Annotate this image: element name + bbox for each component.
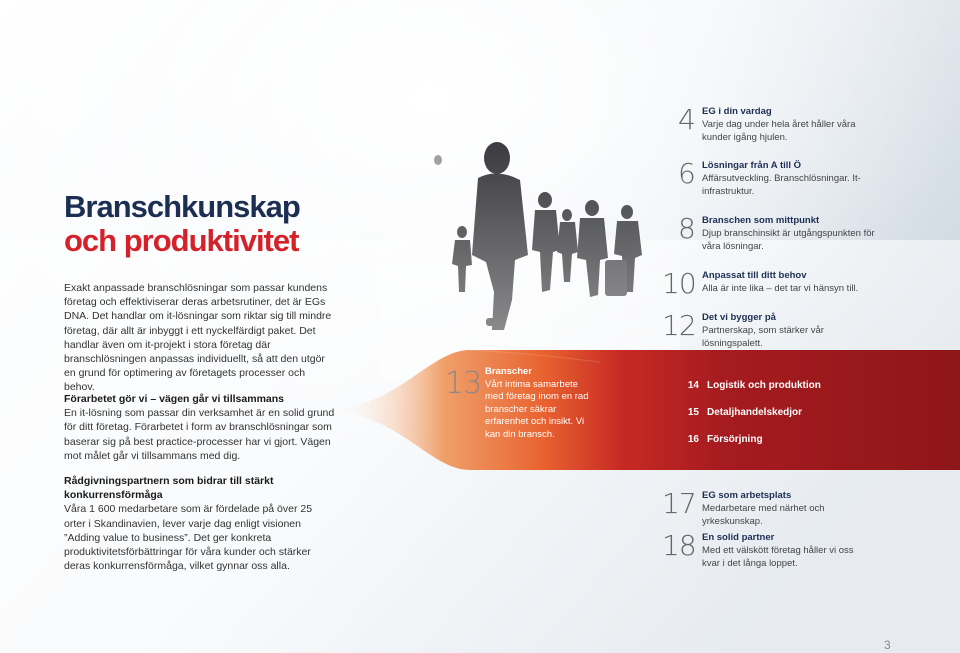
section-radgivning xyxy=(64,474,336,573)
toc-heading: Anpassat till ditt behov xyxy=(702,270,807,281)
toc-heading: Branschen som mittpunkt xyxy=(702,215,820,226)
band-item-label: Detaljhandelskedjor xyxy=(707,407,803,418)
toc-heading: EG i din vardag xyxy=(702,106,772,117)
branscher-description: Vårt intima samarbete med företag inom en rad branscher säkrar erfarenhet och insikt. Vi kan din bransch. xyxy=(485,378,589,440)
toc-number: 4 xyxy=(678,103,695,136)
section-vagen xyxy=(64,392,336,463)
toc-description: Partnerskap, som stärker vår lösningspalett. xyxy=(702,325,824,349)
toc-description: Affärsutveckling. Branschlösningar. It-infrastruktur. xyxy=(702,173,861,197)
toc-number: 10 xyxy=(662,267,696,300)
toc-number: 12 xyxy=(662,309,696,342)
band-item-number: 15 xyxy=(687,407,699,418)
toc-item[interactable] xyxy=(662,309,888,349)
section-vagen-text: En it-lösning som passar din verksamhet är en solid grund för ditt företag. Förarbetet i form av branschlösningar som baserar sig på best practice-processer har vi gjort. Vägen mot målet går vi tillsammans med dig. xyxy=(64,407,335,462)
toc-item[interactable] xyxy=(662,530,888,574)
toc-number-13: 13 xyxy=(445,366,482,401)
section-vagen-heading: Förarbetet gör vi – vägen går vi tillsammans xyxy=(64,393,284,405)
toc-item[interactable] xyxy=(678,158,888,206)
toc-item[interactable] xyxy=(662,487,888,527)
toc-number: 18 xyxy=(662,529,696,562)
branscher-block[interactable] xyxy=(485,366,595,441)
page-title-line1: Branschkunskap xyxy=(64,189,300,224)
band-item-number: 16 xyxy=(687,434,699,445)
toc-description: Med ett välskött företag håller vi oss kvar i det långa loppet. xyxy=(702,545,854,569)
toc-description: Medarbetare med närhet och yrkeskunskap. xyxy=(702,503,825,527)
section-radgivning-text: Våra 1 600 medarbetare som är fördelade på över 25 orter i Skandinavien, lever varje dag enligt visionen ”Adding value to business”. Det ger konkreta produktivitetsförbättringar för våra kunder och stärker deras konkurrensförmåga, vilket gynnar oss alla. xyxy=(64,503,313,573)
page-title xyxy=(64,190,300,258)
toc-number: 6 xyxy=(678,157,695,190)
section-radgivning-heading: Rådgivningspartnern som bidrar till stärkt konkurrensförmåga xyxy=(64,475,274,502)
band-item-number: 14 xyxy=(687,380,699,391)
band-item-label: Logistik och produktion xyxy=(707,380,821,391)
toc-description: Alla är inte lika – det tar vi hänsyn till. xyxy=(702,283,859,294)
toc-item[interactable] xyxy=(678,213,888,257)
toc-number: 8 xyxy=(678,212,695,245)
toc-heading: Det vi bygger på xyxy=(702,312,776,323)
branscher-heading: Branscher xyxy=(485,366,532,377)
band-item-logistik[interactable] xyxy=(683,380,821,391)
page-number: 3 xyxy=(884,638,891,652)
intro-paragraph: Exakt anpassade branschlösningar som passar kundens företag och effektiviserar deras arbetsrutiner, det är EGs DNA. Det handlar om it-lösningar som riktar sig till mindre företag, där allt är inbyggt i ett nyckelfärdigt paket. Det handlar även om it-projekt i stora företag där branschlösningen anpassas individuellt, så att den utgör en grund för optimering av företagets processer och behov. xyxy=(64,282,332,394)
toc-description: Varje dag under hela året håller våra kunder igång hjulen. xyxy=(702,119,856,143)
band-item-forsorjning[interactable] xyxy=(683,434,763,445)
toc-description: Djup branschinsikt är utgångspunkten för våra lösningar. xyxy=(702,228,875,252)
toc-heading: EG som arbetsplats xyxy=(702,490,792,501)
toc-heading: En solid partner xyxy=(702,532,775,543)
toc-item[interactable] xyxy=(662,268,888,302)
band-item-detaljhandel[interactable] xyxy=(683,407,802,418)
page-title-line2: och produktivitet xyxy=(64,223,299,258)
toc-item[interactable] xyxy=(678,104,888,152)
toc-number: 17 xyxy=(662,487,696,520)
band-item-label: Försörjning xyxy=(707,434,763,445)
toc-heading: Lösningar från A till Ö xyxy=(702,160,802,171)
